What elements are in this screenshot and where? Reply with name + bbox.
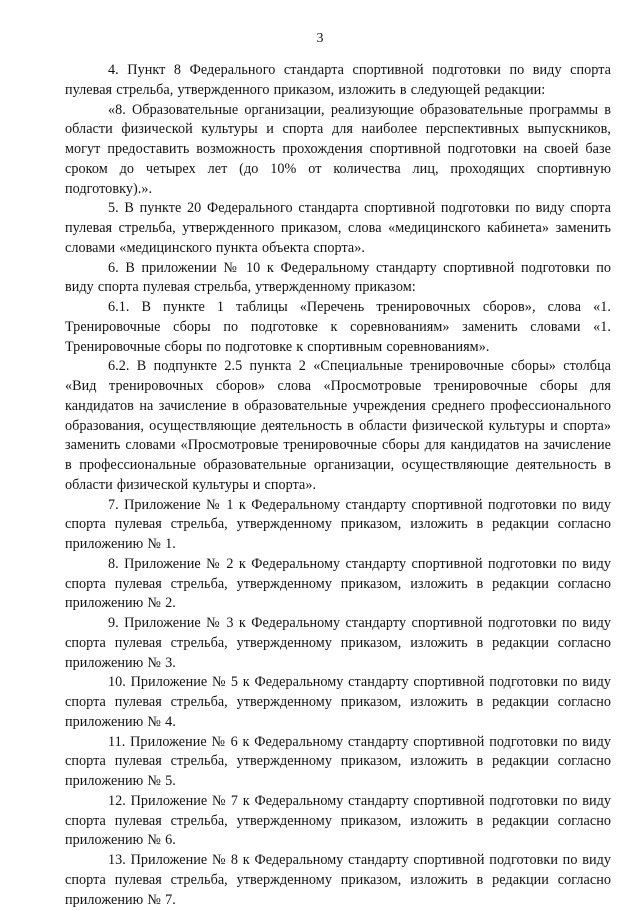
paragraph-item-6-2: 6.2. В подпункте 2.5 пункта 2 «Специальные тренировочные сборы» столбца «Вид тренировочных сборов» слова «Просмотровые тренировочные сборы для кандидатов на зачисление в образовательные учреждения среднего профессионального образования, осуществляющие деятельность в области физической культуры и спорта» заменить словами «Просмотровые тренировочные сборы для кандидатов на зачисление в профессиональные образовательные организации, осуществляющие деятельность в области физической культуры и спорта». xyxy=(65,358,611,493)
paragraph-item-4: 4. Пункт 8 Федерального стандарта спортивной подготовки по виду спорта пулевая стрельба, утвержденного приказом, изложить в следующей редакции: xyxy=(65,62,611,98)
paragraph-item-8: 8. Приложение № 2 к Федеральному стандарту спортивной подготовки по виду спорта пулевая стрельба, утвержденному приказом, изложить в редакции согласно приложению № 2. xyxy=(65,555,611,612)
paragraph-item-9: 9. Приложение № 3 к Федеральному стандарту спортивной подготовки по виду спорта пулевая стрельба, утвержденному приказом, изложить в редакции согласно приложению № 3. xyxy=(65,615,611,671)
paragraph-item-11: 11. Приложение № 6 к Федеральному стандарту спортивной подготовки по виду спорта пулевая стрельба, утвержденному приказом, изложить в редакции согласно приложению № 5. xyxy=(65,733,611,789)
paragraph-item-12: 12. Приложение № 7 к Федеральному стандарту спортивной подготовки по виду спорта пулевая стрельба, утвержденному приказом, изложить в редакции согласно приложению № 6. xyxy=(65,792,611,849)
paragraph-item-5: 5. В пункте 20 Федерального стандарта спортивной подготовки по виду спорта пулевая стрельба, утвержденного приказом, слова «медицинского кабинета» заменить словами «медицинского пункта объекта спорта». xyxy=(65,200,611,256)
page-number: 3 xyxy=(316,31,324,46)
document-body xyxy=(65,61,611,910)
paragraph-quote-item-8: «8. Образовательные организации, реализующие образовательные программы в области физической культуры и спорта для наиболее перспективных выпускников, могут предоставить возможность прохождения спортивной подготовки на своей базе сроком до четырех лет (до 10% от количества лиц, проходящих спортивную подготовку).». xyxy=(65,101,611,197)
paragraph-item-13: 13. Приложение № 8 к Федеральному стандарту спортивной подготовки по виду спорта пулевая стрельба, утвержденному приказом, изложить в редакции согласно приложению № 7. xyxy=(65,852,611,908)
paragraph-item-7: 7. Приложение № 1 к Федеральному стандарту спортивной подготовки по виду спорта пулевая стрельба, утвержденному приказом, изложить в редакции согласно приложению № 1. xyxy=(65,496,611,552)
paragraph-item-10: 10. Приложение № 5 к Федеральному стандарту спортивной подготовки по виду спорта пулевая стрельба, утвержденному приказом, изложить в редакции согласно приложению № 4. xyxy=(65,674,611,730)
paragraph-item-6-1: 6.1. В пункте 1 таблицы «Перечень тренировочных сборов», слова «1. Тренировочные сборы по подготовке к соревнованиям» заменить словами «1. Тренировочные сборы по подготовке к спортивным соревнованиям». xyxy=(65,299,611,355)
paragraph-item-6: 6. В приложении № 10 к Федеральному стандарту спортивной подготовки по виду спорта пулевая стрельба, утвержденному приказом: xyxy=(65,259,611,296)
